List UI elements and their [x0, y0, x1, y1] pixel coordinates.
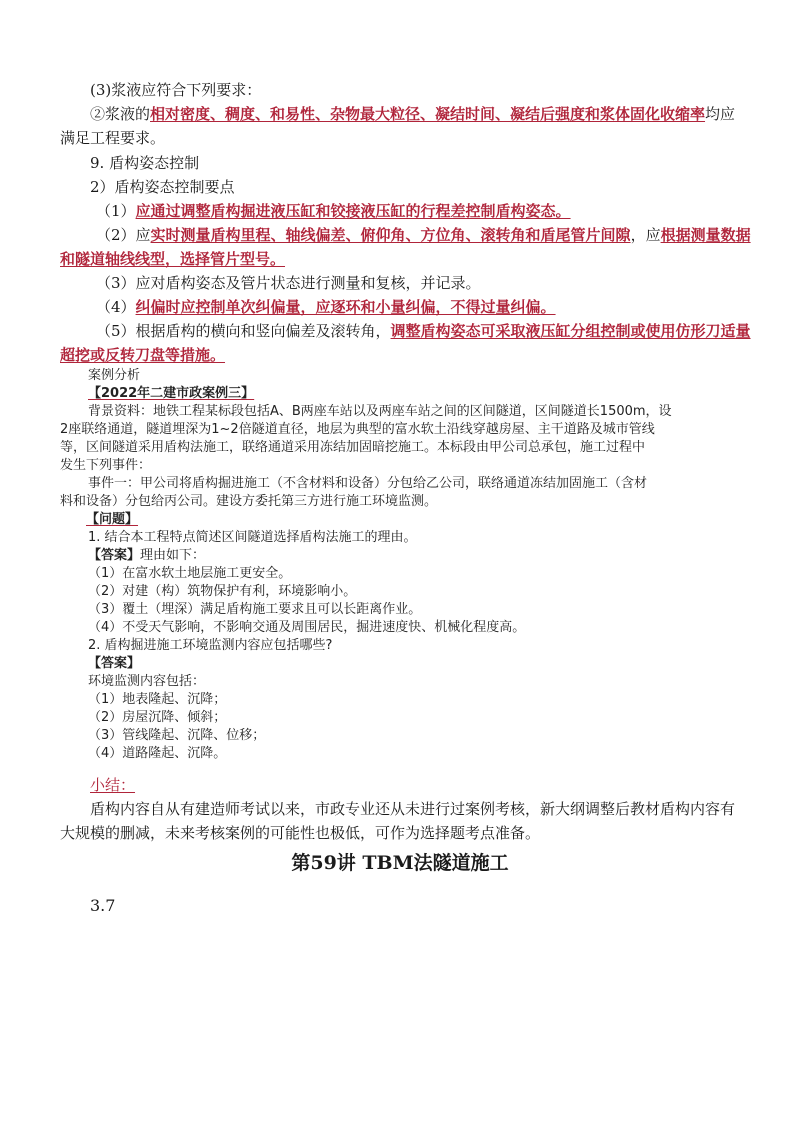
case-analysis-title: 案例分析 [88, 368, 141, 383]
answer-2-item-3: （3）管线隆起、沉降、位移； [88, 728, 266, 743]
answer-2-item-1: （1）地表隆起、沉降； [88, 692, 227, 707]
background-line-2: 2座联络通道，隧道埋深为1~2倍隧道直径，地层为典型的富水软土沿线穿越房屋、主干道路及城市管线 [60, 422, 655, 437]
summary-title: 小结： [90, 776, 136, 794]
answer-1-item-2: （2）对建（构）筑物保护有利，环境影响小。 [88, 584, 357, 599]
case-tag: 【2022年二建市政案例三】 [88, 386, 255, 401]
answer-2-item-2: （2）房屋沉降、倾斜； [88, 710, 227, 725]
point-2-line-1: （2）应实时测量盾构里程、轴线偏差、俯仰角、方位角、滚转角和盾尾管片间隙，应根据测量数据 [96, 226, 751, 244]
slurry-requirement-heading: (3)浆液应符合下列要求： [90, 81, 262, 99]
answer-1-item-1: （1）在富水软土地层施工更安全。 [88, 566, 292, 581]
lecture-59-heading: 第59讲 TBM法隧道施工 [291, 852, 509, 874]
point-4: （4）纠偏时应控制单次纠偏量，应逐环和小量纠偏，不得过量纠偏。 [96, 298, 556, 316]
slurry-requirement-line-1: ②浆液的相对密度、稠度、和易性、杂物最大粒径、凝结时间、凝结后强度和浆体固化收缩率均应 [90, 105, 736, 123]
answer-1-item-4: （4）不受天气影响，不影响交通及周围居民，掘进速度快、机械化程度高。 [88, 620, 526, 635]
answer-1-item-3: （3）覆土（埋深）满足盾构施工要求且可以长距离作业。 [88, 602, 422, 617]
answer-1-title: 【答案】理由如下： [88, 548, 206, 563]
answer-2-intro: 环境监测内容包括： [88, 674, 206, 689]
question-2: 2. 盾构掘进施工环境监测内容应包括哪些? [88, 638, 333, 653]
point-5-line-1: （5）根据盾构的横向和竖向偏差及滚转角，调整盾构姿态可采取液压缸分组控制或使用仿形刀适量 [96, 322, 751, 340]
section-number: 3.7 [90, 896, 116, 915]
background-line-4: 发生下列事件： [60, 458, 152, 473]
point-5-line-2: 超挖或反转刀盘等措施。 [60, 346, 226, 364]
background-line-1: 背景资料：地铁工程某标段包括A、B两座车站以及两座车站之间的区间隧道，区间隧道长1500m，设 [88, 404, 672, 419]
point-2-line-2: 和隧道轴线线型，选择管片型号。 [60, 250, 286, 268]
point-1: （1）应通过调整盾构掘进液压缸和铰接液压缸的行程差控制盾构姿态。 [96, 202, 571, 220]
background-line-3: 等，区间隧道采用盾构法施工，联络通道采用冻结加固暗挖施工。本标段由甲公司总承包，施工过程中 [60, 440, 646, 455]
summary-line-1: 盾构内容自从有建造师考试以来，市政专业还从未进行过案例考核，新大纲调整后教材盾构内容有 [90, 800, 736, 818]
summary-line-2: 大规模的删减，未来考核案例的可能性也极低，可作为选择题考点准备。 [60, 824, 541, 842]
question-tag: 【问题】 [86, 512, 139, 527]
question-1: 1. 结合本工程特点简述区间隧道选择盾构法施工的理由。 [88, 530, 417, 545]
point-3: （3）应对盾构姿态及管片状态进行测量和复核，并记录。 [96, 274, 481, 292]
section-9-title: 9. 盾构姿态控制 [90, 154, 200, 172]
answer-2-tag: 【答案】 [88, 656, 141, 671]
event-line-1: 事件一：甲公司将盾构掘进施工（不含材料和设备）分包给乙公司，联络通道冻结加固施工（含材 [88, 476, 648, 491]
attitude-control-points: 2）盾构姿态控制要点 [90, 178, 235, 196]
event-line-2: 料和设备）分包给丙公司。建设方委托第三方进行施工环境监测。 [60, 494, 438, 509]
slurry-requirement-line-2: 满足工程要求。 [60, 129, 166, 147]
answer-2-item-4: （4）道路隆起、沉降。 [88, 746, 227, 761]
